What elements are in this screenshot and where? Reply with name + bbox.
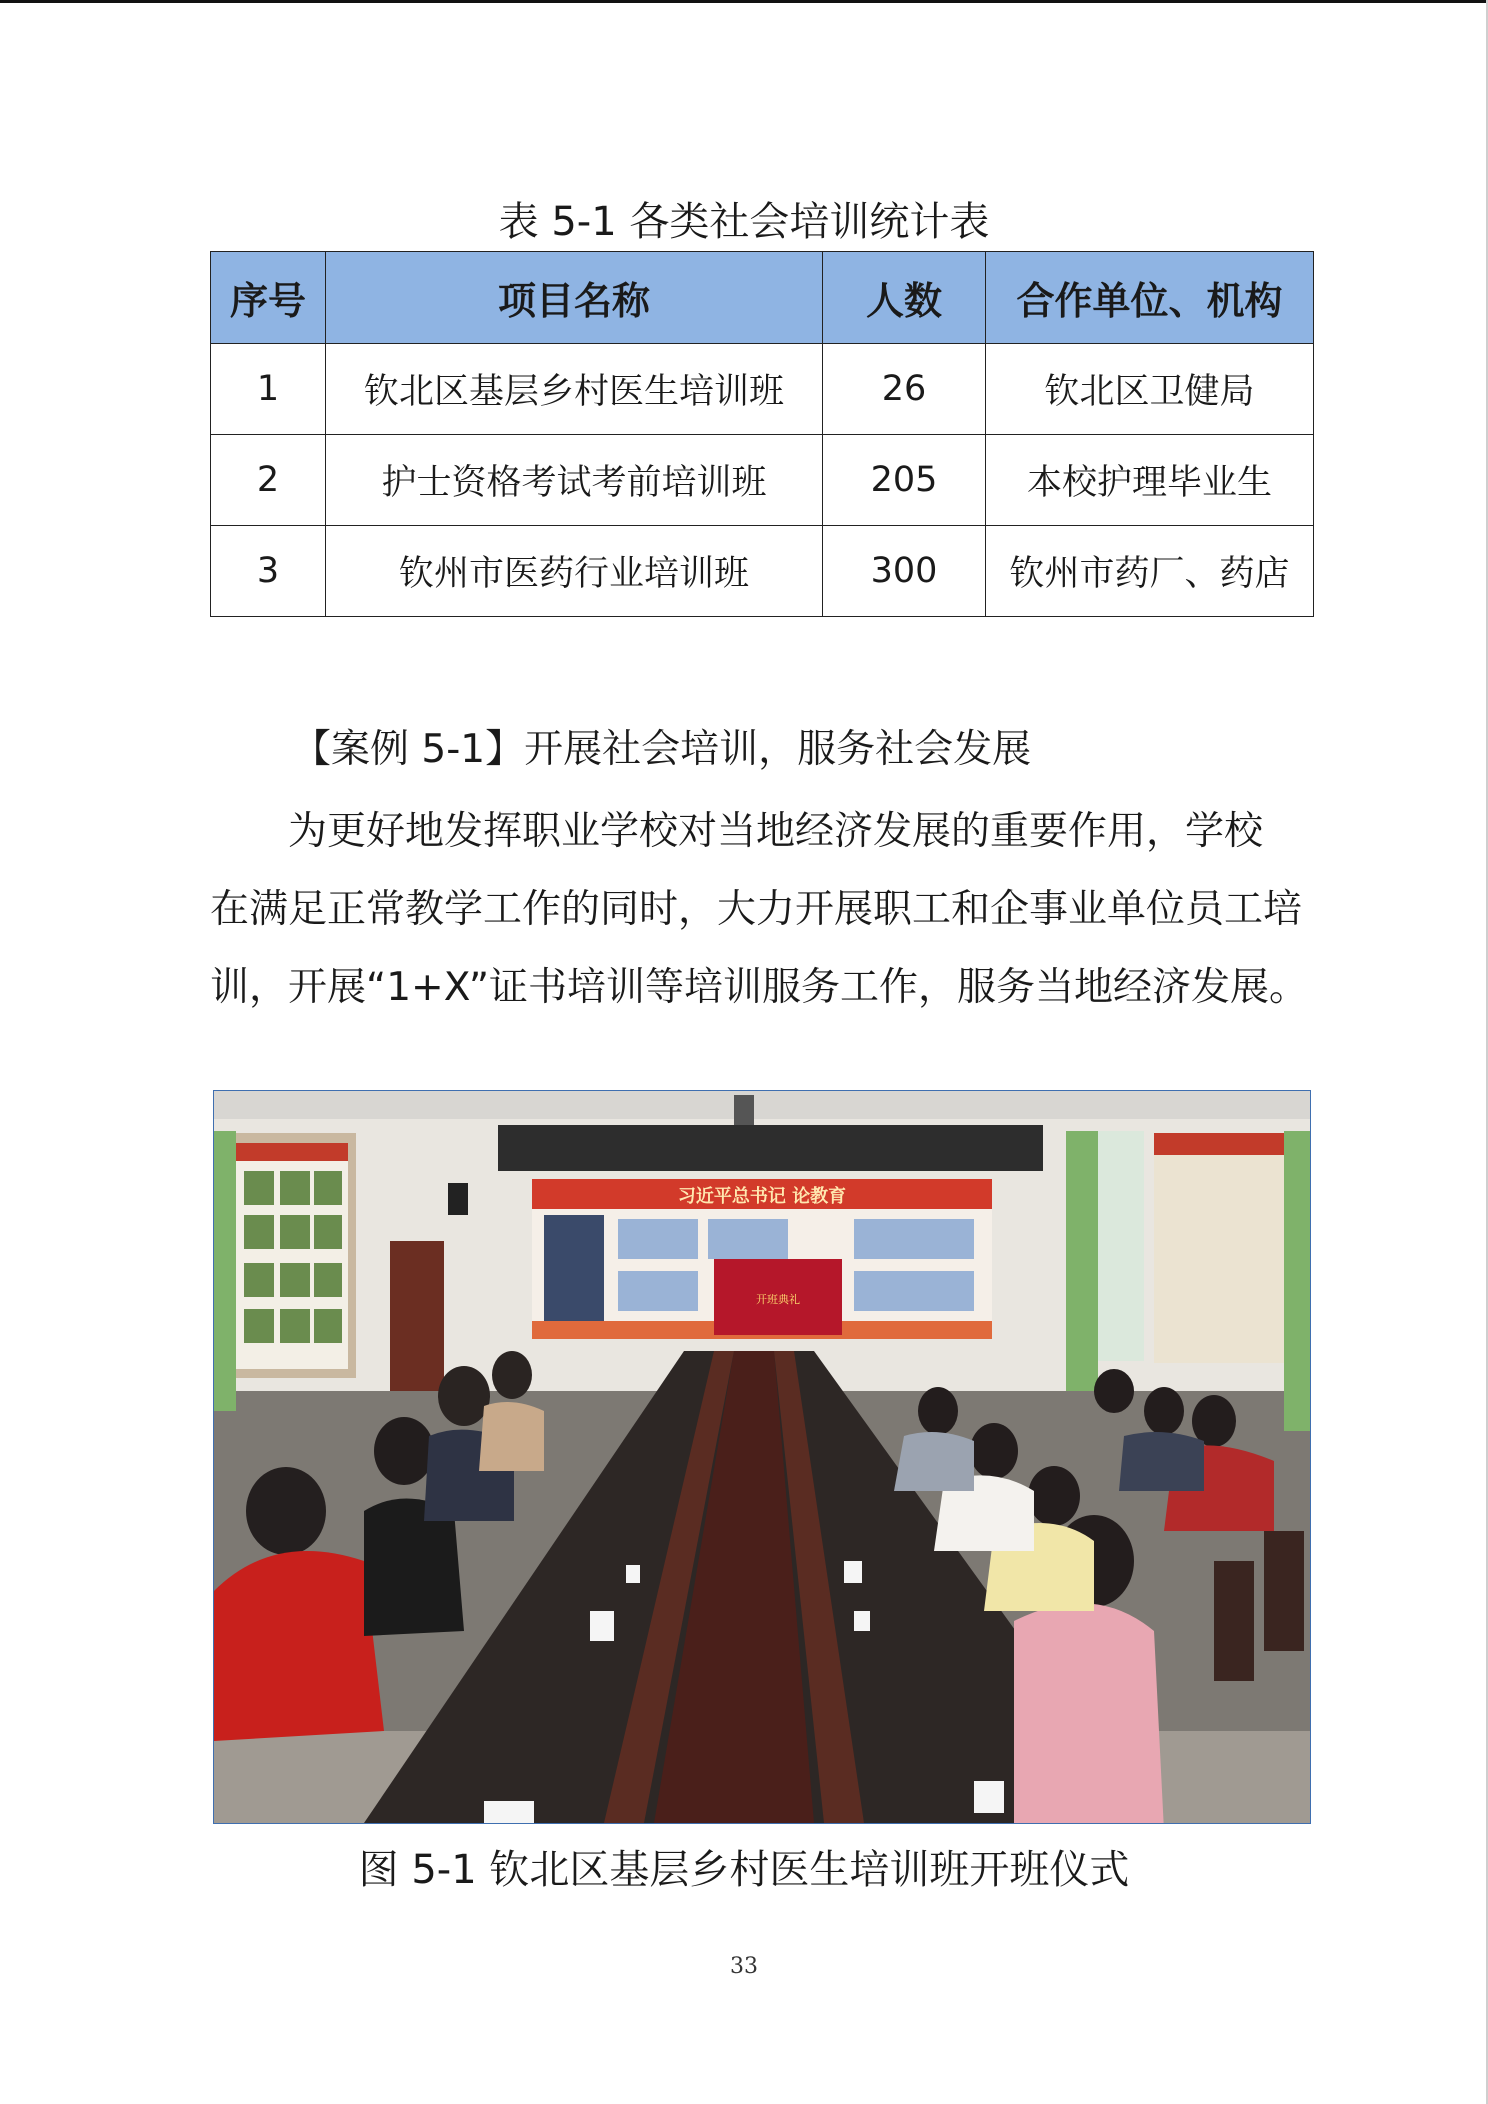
paragraph-line: 训，开展“1+X”证书培训等培训服务工作，服务当地经济发展。 bbox=[210, 965, 1309, 1010]
paragraph-line: 为更好地发挥职业学校对当地经济发展的重要作用，学校 bbox=[288, 809, 1264, 854]
header-project-name: 项目名称 bbox=[326, 252, 823, 344]
paragraph-line: 在满足正常教学工作的同时，大力开展职工和企事业单位员工培 bbox=[210, 887, 1303, 932]
table-row bbox=[211, 344, 1314, 435]
cell-project-name: 护士资格考试考前培训班 bbox=[326, 435, 823, 526]
cell-headcount: 26 bbox=[823, 344, 986, 435]
table-caption: 表 5-1 各类社会培训统计表 bbox=[498, 199, 990, 245]
top-border bbox=[0, 0, 1488, 3]
cell-index: 1 bbox=[211, 344, 326, 435]
table-row bbox=[211, 435, 1314, 526]
training-stats-table bbox=[210, 251, 1314, 617]
training-ceremony-photo bbox=[213, 1090, 1311, 1824]
cell-index: 2 bbox=[211, 435, 326, 526]
page-number: 33 bbox=[730, 1954, 758, 1979]
figure-caption: 图 5-1 钦北区基层乡村医生培训班开班仪式 bbox=[358, 1847, 1130, 1893]
case-heading: 【案例 5-1】开展社会培训，服务社会发展 bbox=[292, 727, 1032, 772]
header-headcount: 人数 bbox=[823, 252, 986, 344]
header-index: 序号 bbox=[211, 252, 326, 344]
table-header-row bbox=[211, 252, 1314, 344]
header-partner: 合作单位、机构 bbox=[986, 252, 1314, 344]
cell-partner: 钦北区卫健局 bbox=[986, 344, 1314, 435]
cell-project-name: 钦北区基层乡村医生培训班 bbox=[326, 344, 823, 435]
cell-index: 3 bbox=[211, 526, 326, 617]
cell-project-name: 钦州市医药行业培训班 bbox=[326, 526, 823, 617]
banner-text: 习近平总书记 论教育 bbox=[677, 1186, 847, 1207]
cell-headcount: 205 bbox=[823, 435, 986, 526]
screen-text: 开班典礼 bbox=[756, 1293, 800, 1306]
table-row bbox=[211, 526, 1314, 617]
case-paragraph bbox=[210, 793, 1313, 1027]
cell-partner: 本校护理毕业生 bbox=[986, 435, 1314, 526]
cell-headcount: 300 bbox=[823, 526, 986, 617]
cell-partner: 钦州市药厂、药店 bbox=[986, 526, 1314, 617]
